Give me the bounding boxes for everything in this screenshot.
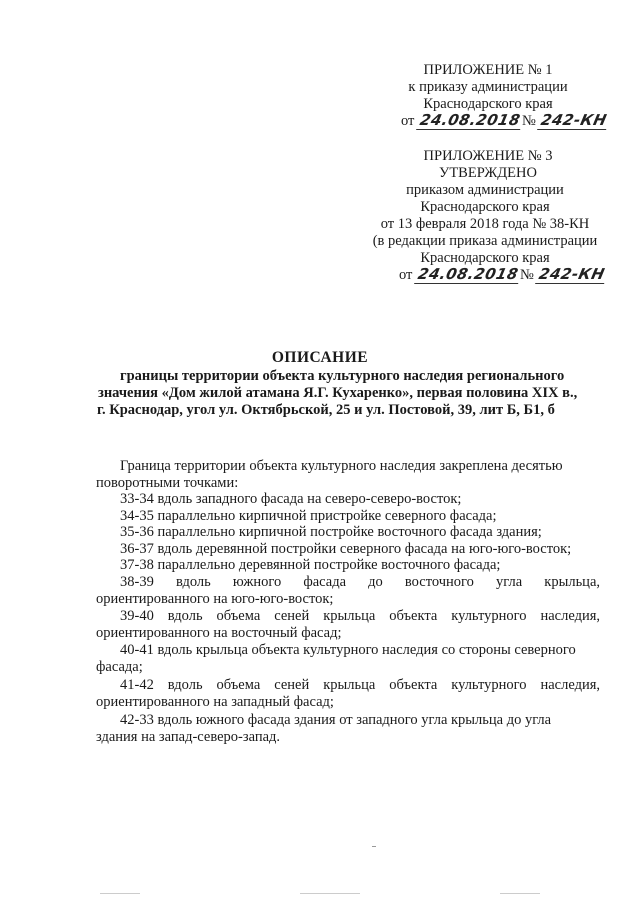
intro-line-2: поворотными точками: [96, 475, 239, 491]
point-38-39-line-2: ориентированного на юго-юго-восток; [96, 591, 334, 607]
subtitle-line-2: значения «Дом жилой атамана Я.Г. Кухаренко», первая половина XIX в., [98, 385, 578, 401]
appendix-3-line1: приказом администрации [406, 182, 564, 198]
appendix-3-date-line [399, 266, 607, 284]
scan-mark [372, 846, 376, 847]
document-title: ОПИСАНИЕ [271, 349, 369, 366]
appendix-1-line1: к приказу администрации [408, 79, 568, 95]
handwritten-number: 242-КН [535, 266, 608, 284]
point-39-40-line-1: 39-40 вдоль объема сеней крыльца объекта культурного наследия, [120, 608, 600, 624]
date-prefix: от [399, 267, 413, 283]
appendix-3-line5: Краснодарского края [420, 250, 550, 266]
appendix-3-line4: (в редакции приказа администрации [372, 233, 598, 249]
point-33-34: 33-34 вдоль западного фасада на северо-северо-восток; [120, 491, 462, 507]
appendix-3-title: ПРИЛОЖЕНИЕ № 3 [423, 148, 553, 164]
point-38-39-line-1: 38-39 вдоль южного фасада до восточного угла крыльца, [120, 574, 600, 590]
handwritten-number: 242-КН [537, 112, 610, 130]
date-prefix: от [401, 113, 415, 129]
appendix-3-line3: от 13 февраля 2018 года № 38-КН [380, 216, 590, 232]
scan-mark [500, 893, 540, 894]
point-39-40-line-2: ориентированного на восточный фасад; [96, 625, 342, 641]
point-40-41-line-1: 40-41 вдоль крыльца объекта культурного наследия со стороны северного [120, 642, 576, 658]
subtitle-line-3: г. Краснодар, угол ул. Октябрьской, 25 и ул. Постовой, 39, лит Б, Б1, б [97, 402, 555, 418]
approved-label: УТВЕРЖДЕНО [439, 165, 537, 181]
appendix-1-title: ПРИЛОЖЕНИЕ № 1 [423, 62, 553, 78]
point-41-42-line-1: 41-42 вдоль объема сеней крыльца объекта культурного наследия, [120, 677, 600, 693]
subtitle-line-1: границы территории объекта культурного наследия регионального [120, 368, 565, 384]
point-35-36: 35-36 параллельно кирпичной постройке восточного фасада здания; [120, 524, 542, 540]
scan-mark [300, 893, 360, 894]
point-40-41-line-2: фасада; [96, 659, 143, 675]
point-41-42-line-2: ориентированного на западный фасад; [96, 694, 334, 710]
point-42-33-line-1: 42-33 вдоль южного фасада здания от западного угла крыльца до угла [120, 712, 552, 728]
intro-line-1: Граница территории объекта культурного наследия закреплена десятью [120, 458, 563, 474]
handwritten-date: 24.08.2018 [416, 112, 524, 130]
number-sign: № [519, 267, 534, 283]
point-34-35: 34-35 параллельно кирпичной пристройке северного фасада; [120, 508, 497, 524]
appendix-1-date-line [401, 112, 609, 130]
point-36-37: 36-37 вдоль деревянной постройки северного фасада на юго-юго-восток; [120, 541, 572, 557]
handwritten-date: 24.08.2018 [414, 266, 522, 284]
point-42-33-line-2: здания на запад-северо-запад. [96, 729, 281, 745]
number-sign: № [521, 113, 536, 129]
point-37-38: 37-38 параллельно деревянной постройке восточного фасада; [120, 557, 501, 573]
appendix-1-line2: Краснодарского края [423, 96, 553, 112]
appendix-3-line2: Краснодарского края [420, 199, 550, 215]
scan-mark [100, 893, 140, 894]
